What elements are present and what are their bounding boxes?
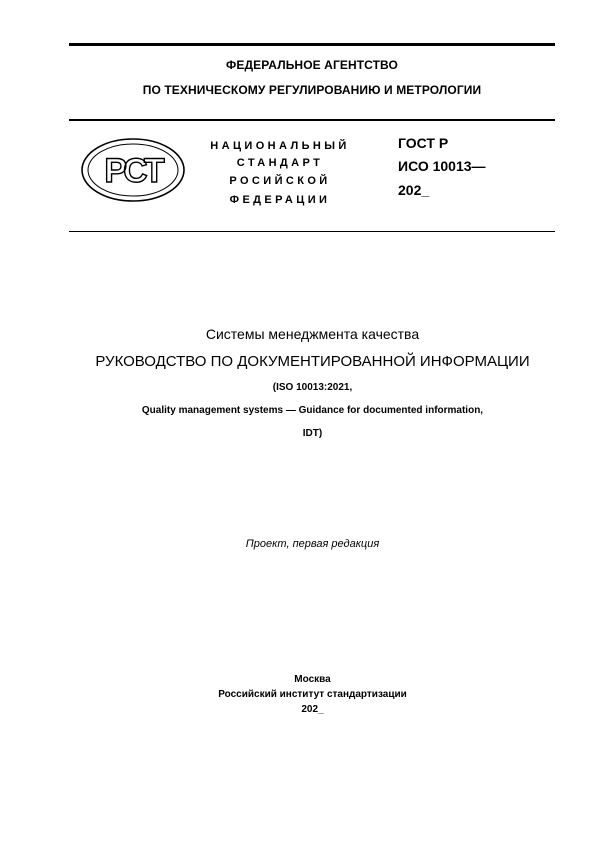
draft-note: Проект, первая редакция xyxy=(245,538,380,550)
publisher-institute: Российский институт стандартизации xyxy=(218,689,407,700)
document-title: РУКОВОДСТВО ПО ДОКУМЕНТИРОВАННОЙ ИНФОРМАЦИИ xyxy=(95,353,530,370)
top-rule xyxy=(69,43,555,46)
agency-name-line-1: ФЕДЕРАЛЬНОЕ АГЕНТСТВО xyxy=(226,58,398,72)
national-standard-line-4: ФЕДЕРАЦИИ xyxy=(229,194,331,206)
standard-number-line-2: ИСО 10013— xyxy=(398,158,486,174)
header-bottom-rule xyxy=(69,231,555,232)
header-divider xyxy=(69,119,555,121)
logo-text: РСТ xyxy=(104,152,162,190)
iso-reference-line-1: (ISO 10013:2021, xyxy=(272,382,353,393)
publication-city: Москва xyxy=(294,674,331,685)
national-standard-line-3: РОСИЙСКОЙ xyxy=(229,175,331,187)
standard-number-line-1: ГОСТ Р xyxy=(398,135,449,151)
national-standard-line-1: НАЦИОНАЛЬНЫЙ xyxy=(210,140,350,152)
publication-year: 202_ xyxy=(301,704,324,715)
iso-reference-line-2: Quality management systems — Guidance for documented information, xyxy=(141,405,484,416)
rst-logo xyxy=(80,137,186,203)
agency-name-line-2: ПО ТЕХНИЧЕСКОМУ РЕГУЛИРОВАНИЮ И МЕТРОЛОГИИ xyxy=(142,83,482,97)
standard-number-line-3: 202_ xyxy=(398,182,430,198)
national-standard-line-2: СТАНДАРТ xyxy=(236,157,324,169)
document-subtitle: Системы менеджмента качества xyxy=(205,326,420,342)
iso-reference-line-3: IDT) xyxy=(302,428,323,439)
